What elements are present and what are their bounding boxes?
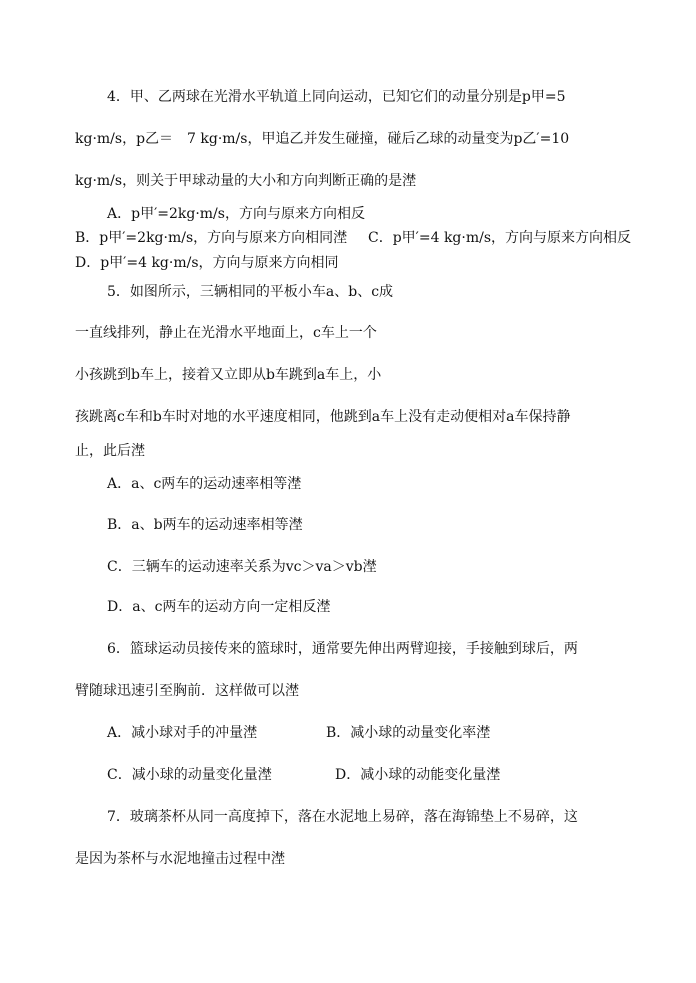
q5-line3: 小孩跳到b车上，接着又立即从b车跳到a车上，小 <box>75 367 382 383</box>
q6-option-b: B．减小球的动量变化率漜 <box>326 725 491 741</box>
q5-option-a: A．a、c两车的运动速率相等漜 <box>107 476 302 492</box>
q4-option-b: B．p甲′=2kg·m/s，方向与原来方向相同漜 <box>75 230 348 246</box>
q6-option-d: D．减小球的动能变化量漜 <box>335 767 501 783</box>
q5-option-c: C．三辆车的运动速率关系为vc＞va＞vb漜 <box>107 559 377 575</box>
q4-option-c: C．p甲′=4 kg·m/s，方向与原来方向相反 <box>368 230 632 246</box>
q5-line4: 孩跳离c车和b车时对地的水平速度相同，他跳到a车上没有走动便相对a车保持静 <box>75 409 571 425</box>
q6-line1: 6．篮球运动员接传来的篮球时，通常要先伸出两臂迎接，手接触到球后，两 <box>107 641 578 657</box>
q4-line3: kg·m/s，则关于甲球动量的大小和方向判断正确的是漜 <box>75 173 417 189</box>
q7-line2: 是因为茶杯与水泥地撞击过程中漜 <box>75 851 285 867</box>
q6-line2: 臂随球迅速引至胸前．这样做可以漜 <box>75 683 299 699</box>
q6-option-c: C．减小球的动量变化量漜 <box>107 767 272 783</box>
q5-line1: 5．如图所示，三辆相同的平板小车a、b、c成 <box>107 284 394 300</box>
q4-option-a: A．p甲′=2kg·m/s，方向与原来方向相反 <box>107 206 365 222</box>
q6-option-a: A．减小球对手的冲量漜 <box>107 725 258 741</box>
q7-line1: 7．玻璃茶杯从同一高度掉下，落在水泥地上易碎，落在海锦垫上不易碎，这 <box>107 809 578 825</box>
q5-line5: 止，此后漜 <box>75 443 145 459</box>
q5-option-d: D．a、c两车的运动方向一定相反漜 <box>107 599 331 615</box>
q4-line2: kg·m/s，p乙＝ 7 kg·m/s，甲追乙并发生碰撞，碰后乙球的动量变为p乙′=10 <box>75 131 570 147</box>
q4-line1: 4．甲、乙两球在光滑水平轨道上同向运动，已知它们的动量分别是p甲=5 <box>107 89 566 105</box>
q5-option-b: B．a、b两车的运动速率相等漜 <box>107 517 303 533</box>
q5-line2: 一直线排列，静止在光滑水平地面上，c车上一个 <box>75 325 377 341</box>
q4-option-d: D．p甲′=4 kg·m/s，方向与原来方向相同 <box>75 255 339 271</box>
